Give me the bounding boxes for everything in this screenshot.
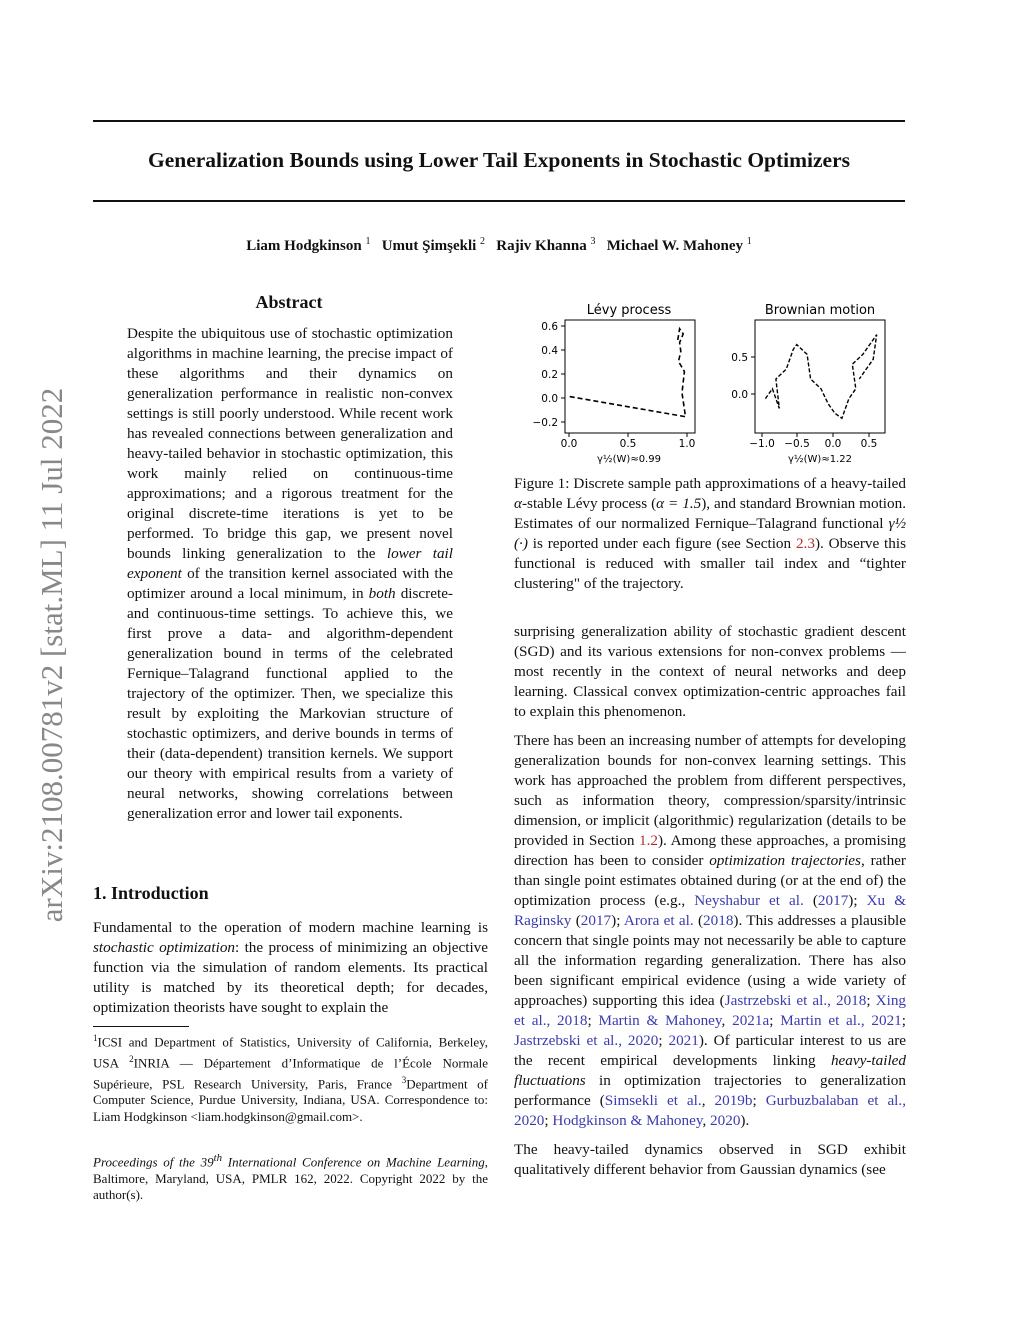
paragraph: The heavy-tailed dynamics observed in SGD exhibit qualitatively different behavior from Gaussian dynamics (see bbox=[514, 1141, 906, 1178]
section-link[interactable]: 2.3 bbox=[795, 535, 815, 552]
right-x-label: γ½(W)≈1.22 bbox=[788, 454, 852, 465]
section-heading-introduction: 1. Introduction bbox=[93, 883, 209, 903]
x-tick-label: 0.0 bbox=[560, 438, 578, 450]
citation-link[interactable]: Hodgkinson & Mahoney bbox=[552, 1112, 703, 1129]
citation-link[interactable]: 2019b bbox=[714, 1092, 753, 1109]
y-tick-label: 0.4 bbox=[541, 345, 558, 357]
citation-link[interactable]: 2020 bbox=[710, 1112, 741, 1129]
author-name: Rajiv Khanna bbox=[496, 238, 587, 254]
citation-link[interactable]: Jastrzebski et al., 2018 bbox=[724, 992, 867, 1009]
y-tick-label: 0.5 bbox=[731, 352, 748, 364]
citation-link[interactable]: 2017 bbox=[580, 912, 612, 929]
right-y-ticks bbox=[731, 352, 755, 401]
brownian-trajectory bbox=[765, 335, 876, 419]
citation-link[interactable]: 2021 bbox=[668, 1032, 699, 1049]
figure-1 bbox=[514, 298, 906, 468]
title-rule bbox=[93, 200, 905, 202]
citation-link[interactable]: Jastrzebski et al., 2020 bbox=[514, 1032, 659, 1049]
proceedings-note: Proceedings of the 39th International Conference on Machine Learning, Baltimore, Maryland, USA, PMLR 162, 2022. Copyright 2022 by the author(s). bbox=[93, 1152, 488, 1203]
affiliation-footnote: $^1$ICSI and Department of Statistics, University of California, Berkeley, USA $^2$INRIA — Département d’Informatique de l’École Normale Supérieure, PSL Research University, Paris, France $^3$Department of Computer Science, Purdue University, Indiana, USA. Correspondence to: Liam Hodgkinson <liam.hodgkinson@gmail.com>. bbox=[93, 1033, 488, 1124]
paper-title: Generalization Bounds using Lower Tail Exponents in Stochastic Optimizers bbox=[147, 148, 851, 172]
paragraph: There has been an increasing number of attempts for developing generalization bounds for non-convex learning settings. This work has approached the problem from different perspectives, such as information theory, compression/sparsity/intrinsic dimension, or implicit (algorithmic) regularization (details to be provided in Section 1.2). Among these approaches, a promising direction has been to consider optimization trajectories, rather than single point estimates obtained during (or at the end of) the optimization process (e.g., Neyshabur et al. (2017); Xu & Raginsky (2017); Arora et al. (2018). This addresses a plausible concern that single points may not necessarily be able to capture all the information regarding generalization. There has also been significant empirical evidence (using a wide variety of approaches) supporting this idea (Jastrzebski et al., 2018; Xing et al., 2018; Martin & Mahoney, 2021a; Martin et al., 2021; Jastrzebski et al., 2020; 2021). Of particular interest to us are the recent empirical developments linking heavy-tailed fluctuations in optimization trajectories to generalization performance (Simsekli et al., 2019b; Gurbuzbalaban et al., 2020; Hodgkinson & Mahoney, 2020). bbox=[514, 732, 907, 1129]
x-tick-label: 0.0 bbox=[824, 438, 842, 450]
right-x-ticks bbox=[749, 433, 877, 450]
x-tick-label: −1.0 bbox=[749, 438, 775, 450]
y-tick-label: −0.2 bbox=[532, 417, 558, 429]
citation-link[interactable]: Neyshabur et al. bbox=[694, 892, 804, 909]
introduction-paragraph: Fundamental to the operation of modern machine learning is stochastic optimization: the process of minimizing an objective function via the simulation of random elements. Its practical utility is matched by its theoretical depth; for decades, optimization theorists have sought to explain the bbox=[93, 919, 489, 1016]
abstract-body: Despite the ubiquitous use of stochastic optimization algorithms in machine learning, the precise impact of these algorithms and their dynamics on generalization performance in realistic non-convex settings is still poorly understood. While recent work has revealed connections between generalization and heavy-tailed behavior in stochastic optimization, this work mainly relied on continuous-time approximations; and a rigorous treatment for the original discrete-time iterations is yet to be performed. To bridge this gap, we present novel bounds linking generalization to the lower tail exponent of the transition kernel associated with the optimizer around a local minimum, in both discrete- and continuous-time settings. To achieve this, we first prove a data- and algorithm-dependent generalization bound in terms of the celebrated Fernique–Talagrand functional applied to the trajectory of the optimizer. Then, we specialize this result by exploiting the Markovian structure of stochastic optimizers, and derive bounds in terms of their (data-dependent) transition kernels. We support our theory with empirical results from a variety of neural networks, showing correlations between generalization error and lower tail exponents. bbox=[127, 325, 453, 822]
left-x-ticks bbox=[561, 433, 696, 450]
citation-link[interactable]: 2018 bbox=[703, 912, 734, 929]
paragraph: surprising generalization ability of stochastic gradient descent (SGD) and its various extensions for non-convex problems — most recently in the context of neural networks and deep learning. Classical convex optimization-centric approaches fail to explain this phenomenon. bbox=[514, 623, 906, 720]
citation-link[interactable]: 2021a bbox=[732, 1012, 770, 1029]
citation-link[interactable]: 2017 bbox=[817, 892, 849, 909]
levy-trajectory bbox=[570, 329, 686, 417]
author-name: Michael W. Mahoney bbox=[606, 238, 744, 254]
x-tick-label: −0.5 bbox=[784, 438, 810, 450]
x-tick-label: 0.5 bbox=[860, 438, 878, 450]
y-tick-label: 0.0 bbox=[731, 389, 748, 401]
y-tick-label: 0.0 bbox=[541, 393, 558, 405]
abstract-heading: Abstract bbox=[255, 292, 323, 312]
citation-link[interactable]: Martin et al., 2021 bbox=[780, 1012, 902, 1029]
right-column-text bbox=[514, 622, 906, 1189]
citation-link[interactable]: Arora et al. bbox=[623, 912, 694, 929]
left-panel-title: Lévy process bbox=[586, 303, 672, 318]
citation-link[interactable]: Xu & Raginsky bbox=[514, 892, 907, 929]
figure-caption: Figure 1: Discrete sample path approximations of a heavy-tailed α-stable Lévy process (α = 1.5), and standard Brownian motion. Estimates of our normalized Fernique–Talagrand functional γ½ (·) is reported under each figure (see Section 2.3). Observe this functional is reduced with smaller tail index and “tighter clustering" of the trajectory. bbox=[514, 475, 906, 592]
y-tick-label: 0.6 bbox=[541, 321, 558, 333]
author-name: Liam Hodgkinson bbox=[246, 238, 362, 254]
citation-link[interactable]: Simsekli et al. bbox=[604, 1092, 702, 1109]
section-link[interactable]: 1.2 bbox=[639, 832, 658, 849]
right-panel-title: Brownian motion bbox=[764, 303, 876, 318]
top-rule bbox=[93, 120, 905, 122]
x-tick-label: 1.0 bbox=[678, 438, 696, 450]
citation-link[interactable]: Gurbuzbalaban et al., 2020 bbox=[514, 1092, 906, 1129]
citation-link[interactable]: Xing et al., 2018 bbox=[514, 992, 906, 1029]
author-list: Liam Hodgkinson $^1$ Umut Şimşekli $^2$ Rajiv Khanna $^3$ Michael W. Mahoney $^1$ bbox=[246, 236, 752, 254]
footnote-rule bbox=[93, 1026, 189, 1027]
right-panel-frame bbox=[755, 320, 885, 433]
left-y-ticks bbox=[533, 321, 566, 429]
x-tick-label: 0.5 bbox=[619, 438, 637, 450]
left-x-label: γ½(W)≈0.99 bbox=[597, 454, 661, 465]
left-panel-frame bbox=[565, 320, 695, 433]
arxiv-stamp: arXiv:2108.00781v2 [stat.ML] 11 Jul 2022 bbox=[34, 387, 69, 923]
citation-link[interactable]: Martin & Mahoney bbox=[598, 1012, 722, 1029]
author-name: Umut Şimşekli bbox=[381, 238, 477, 254]
y-tick-label: 0.2 bbox=[541, 369, 558, 381]
